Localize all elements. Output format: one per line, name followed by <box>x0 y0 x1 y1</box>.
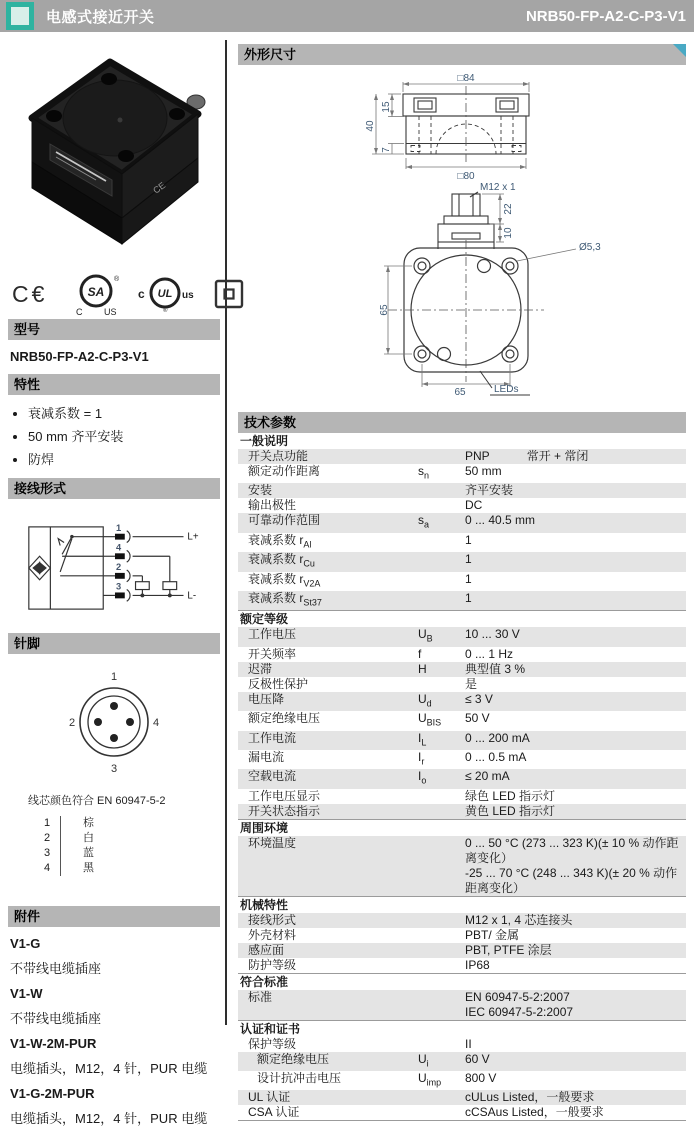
tech-row-value <box>465 483 686 498</box>
tech-row-label-text: 工作电压显示 <box>248 788 321 803</box>
tech-row-label-text: 工作电流 <box>248 730 297 745</box>
tech-row-label <box>238 913 418 928</box>
tech-row <box>238 692 686 711</box>
lminus-label: L- <box>187 590 197 602</box>
tech-row-label-sub: Cu <box>303 558 315 569</box>
tech-row-label <box>238 1090 418 1105</box>
tech-row-symbol <box>418 647 465 662</box>
tech-row-value <box>465 1052 686 1067</box>
tech-row-value <box>465 647 686 662</box>
tech-row-label <box>238 731 418 746</box>
tech-row-value-text: 0 ... 40.5 mm <box>465 513 536 528</box>
tech-row-label <box>238 552 418 571</box>
tech-row-value-text: 0 ... 0.5 mA <box>465 749 527 764</box>
tech-row <box>238 1090 686 1105</box>
dimensions-heading-text: 外形尺寸 <box>244 47 297 62</box>
tech-row-label <box>238 943 418 958</box>
tech-row-symbol-base: U <box>418 1051 427 1066</box>
tech-row-label-text: 标准 <box>248 989 273 1004</box>
dim-total-height: 40 <box>365 120 376 132</box>
tech-row <box>238 513 686 532</box>
tech-row-value <box>465 836 686 896</box>
sensing-face-dot <box>118 118 123 123</box>
tech-row-value-text: DC <box>465 498 483 513</box>
tech-row-label <box>238 533 418 552</box>
tech-row-symbol-sub: r <box>421 756 425 767</box>
dim-thread: M12 x 1 <box>480 182 516 193</box>
tech-row-value-text: ≤ 3 V <box>465 691 493 706</box>
dim-screw-span-h: 65 <box>454 387 466 398</box>
tech-row-label-text: 额定绝缘电压 <box>257 1051 330 1066</box>
svg-text:®: ® <box>114 276 120 283</box>
svg-text:SA: SA <box>87 285 105 299</box>
tech-row-symbol <box>418 513 465 532</box>
tech-row-value-text: cCSAus Listed，一般要求 <box>465 1105 604 1120</box>
section-header-model: 型号 <box>8 319 220 340</box>
wire-color: 黑 <box>60 861 94 876</box>
tech-row-value-text: 1 <box>465 552 472 567</box>
tech-row <box>238 627 686 646</box>
tech-row-label <box>238 928 418 943</box>
dim-lip-height: 7 <box>381 147 392 153</box>
tech-row-symbol-sub: a <box>424 519 430 530</box>
tech-row-label-text: 空载电流 <box>248 769 297 784</box>
wire-pin-number: 3 <box>115 581 122 592</box>
tech-row-label-text: CSA 认证 <box>248 1105 300 1120</box>
tech-row-symbol-base: U <box>418 711 427 726</box>
tech-row <box>238 449 686 464</box>
tech-row-value <box>465 1071 686 1086</box>
feature-item: • 衰减系数 = 1 <box>28 403 220 422</box>
tech-row-symbol <box>418 1052 465 1071</box>
tech-row-value <box>465 662 686 677</box>
wire-pin-number: 2 <box>115 561 122 572</box>
dimension-drawing <box>238 70 686 410</box>
tech-row-label-text: UL 认证 <box>248 1090 291 1105</box>
lplus-label: L+ <box>187 531 199 543</box>
tech-row-label-text: 开关点功能 <box>248 449 309 463</box>
tech-section-title: 一般说明 <box>240 434 289 448</box>
tech-section-title: 额定等级 <box>238 610 686 627</box>
leds-label: LEDs <box>494 384 519 395</box>
wire-color: 棕 <box>60 816 94 831</box>
tech-row-label-text: 漏电流 <box>248 749 285 764</box>
tech-row-label <box>238 1037 418 1052</box>
tech-row <box>238 1071 686 1090</box>
csa-mark-icon <box>70 271 122 317</box>
tech-row-label <box>238 804 418 819</box>
tech-row <box>238 1037 686 1052</box>
tech-row-label-text: 保护等级 <box>248 1036 297 1051</box>
tech-row-value <box>465 711 686 726</box>
screw-hole <box>101 73 117 85</box>
tech-row-symbol <box>418 464 465 483</box>
tech-row-symbol-sub: n <box>424 470 430 481</box>
tech-row-label-sub: St37 <box>303 597 322 608</box>
tech-row-value <box>465 928 686 943</box>
tech-row-label <box>238 627 418 642</box>
tech-row <box>238 552 686 571</box>
tech-row-value-text: PBT/ 金属 <box>465 927 520 942</box>
tech-row-symbol-base: I <box>418 749 422 764</box>
tech-row-value <box>465 804 686 819</box>
tech-row-symbol <box>418 1071 465 1090</box>
tech-row-value <box>465 1090 686 1105</box>
tech-row-value-text: ≤ 20 mA <box>465 769 510 784</box>
tech-row-value <box>465 677 686 692</box>
pinout-label-4: 4 <box>152 717 160 729</box>
svg-text:C: C <box>76 307 83 317</box>
tech-row <box>238 572 686 591</box>
tech-row-value-text: 50 mm <box>465 464 502 478</box>
wire-color-row <box>44 861 220 876</box>
page-title: 电感式接近开关 <box>46 8 155 26</box>
section-header-accessories: 附件 <box>8 906 220 927</box>
tech-row-symbol <box>418 750 465 769</box>
tech-row-label-text: 额定动作距离 <box>248 464 321 478</box>
tech-row-value-line2: IEC 60947-5-2:2007 <box>465 1004 574 1019</box>
svg-text:us: us <box>182 290 194 301</box>
tech-row-value-text: cULus Listed，一般要求 <box>465 1090 595 1105</box>
tech-row-label-text: 反极性保护 <box>248 676 309 691</box>
tech-row-value-text: 800 V <box>465 1071 497 1086</box>
wire-color-note: 线芯颜色符合 EN 60947-5-2 <box>28 795 166 807</box>
tech-row-value-text: 齐平安装 <box>465 483 514 498</box>
tech-row-label <box>238 662 418 677</box>
tech-row-label-text: 衰减系数 r <box>248 571 304 586</box>
tech-row-label-text: 外壳材料 <box>248 927 297 942</box>
accessory-description: 电缆插头，M12，4 针，PUR 电缆 <box>10 1061 208 1076</box>
product-photo <box>10 48 210 260</box>
tech-row-value <box>465 913 686 928</box>
tech-row-label-text: 输出极性 <box>248 498 297 513</box>
right-column <box>238 40 686 1121</box>
tech-table <box>238 433 686 1121</box>
tech-row-symbol <box>418 662 465 677</box>
tech-row <box>238 711 686 730</box>
tech-row-label-sub: Al <box>303 539 312 550</box>
dim-screw-span-v: 65 <box>379 304 390 316</box>
wire-color: 蓝 <box>60 846 94 861</box>
tech-row-value <box>465 498 686 513</box>
tech-row-value <box>465 731 686 746</box>
tech-row-value-text: 10 ... 30 V <box>465 627 520 642</box>
tech-row-value-text: PNP <box>465 449 490 463</box>
tech-row-label <box>238 990 418 1005</box>
tech-row <box>238 836 686 896</box>
tech-row-label-text: 工作电压 <box>248 627 297 642</box>
tech-row-value-text: EN 60947-5-2:2007 <box>465 989 570 1004</box>
tech-row-value-line2: -25 ... 70 °C (248 ... 343 K)(± 20 % 动作距离变化） <box>465 865 678 895</box>
wire-color: 白 <box>60 831 94 846</box>
tech-row-value <box>465 789 686 804</box>
section-header-techdata: 技术参数 <box>238 412 686 433</box>
tech-row-label-text: 防护等级 <box>248 957 297 972</box>
tech-row-label <box>238 677 418 692</box>
tech-row-symbol-sub: B <box>426 633 433 644</box>
tech-row-value-text: M12 x 1, 4 芯连接头 <box>465 912 573 927</box>
tech-row-symbol-base: U <box>418 691 427 706</box>
tech-row-label <box>238 449 418 464</box>
dim-top-width: □84 <box>457 73 475 84</box>
screw-hole <box>118 150 134 162</box>
product-model-header: NRB50-FP-A2-C-P3-V1 <box>525 7 686 25</box>
tech-row <box>238 483 686 498</box>
tech-row-label-text: 感应面 <box>248 942 285 957</box>
tech-row-label <box>238 483 418 498</box>
tech-section-title: 机械特性 <box>238 896 686 913</box>
tech-row <box>238 804 686 819</box>
tech-row-symbol-base: s <box>418 513 424 528</box>
tech-row-value-text: 典型值 3 % <box>465 661 526 676</box>
tech-row <box>238 677 686 692</box>
tech-row-label <box>238 836 418 851</box>
tech-row-value-text: II <box>465 1036 472 1051</box>
tech-row <box>238 990 686 1020</box>
tech-row-value <box>465 958 686 973</box>
tech-section-title: 认证和证书 <box>238 1020 686 1037</box>
tech-row-label-text: 开关频率 <box>248 646 297 661</box>
tech-row-value-text: 0 ... 50 °C (273 ... 323 K)(± 10 % 动作距离变化） <box>465 835 679 865</box>
tech-row-value <box>465 769 686 784</box>
tech-row-value-text: IP68 <box>465 957 490 972</box>
tech-row-symbol <box>418 769 465 788</box>
tech-row-label-text: 额定绝缘电压 <box>248 711 321 726</box>
corner-triangle-icon <box>673 44 686 57</box>
tech-row-label <box>238 513 418 528</box>
pinout-label-2: 2 <box>68 717 76 729</box>
tech-row <box>238 1105 686 1120</box>
top-header-bar <box>0 0 694 32</box>
svg-text:c: c <box>138 287 145 301</box>
tech-row-label-text: 安装 <box>248 483 273 498</box>
sensing-face <box>63 80 167 156</box>
tech-row-label <box>238 1052 418 1067</box>
tech-row-label-text: 环境温度 <box>248 835 297 850</box>
tech-row <box>238 928 686 943</box>
dim-nut-height: 10 <box>503 227 514 239</box>
tech-row-symbol <box>418 627 465 646</box>
tech-row-label <box>238 464 418 479</box>
tech-row-label <box>238 711 418 726</box>
ce-mark-icon <box>12 277 54 311</box>
accessory-name: V1-G <box>10 936 41 951</box>
tech-row-value <box>465 943 686 958</box>
tech-row-value2: 常开 + 常闭 <box>526 449 589 463</box>
tech-row-label-text: 接线形式 <box>248 912 297 927</box>
tech-row-label <box>238 958 418 973</box>
pinout-label-1: 1 <box>110 671 118 683</box>
accessory-name: V1-W <box>10 986 43 1001</box>
tech-row-symbol-base: I <box>418 769 422 784</box>
tech-row <box>238 943 686 958</box>
accessory-name: V1-W-2M-PUR <box>10 1036 97 1051</box>
section-header-pinout: 针脚 <box>8 633 220 654</box>
tech-row-value-text: 绿色 LED 指示灯 <box>465 788 556 803</box>
tech-row-value <box>465 513 686 528</box>
accessory-list <box>8 936 220 1127</box>
tech-row-value-text: 1 <box>465 532 472 547</box>
dim-connector-height: 22 <box>503 203 514 215</box>
screw-hole <box>169 108 185 120</box>
accessory-description: 不带线电缆插座 <box>10 961 102 976</box>
tech-section-title: 周围环境 <box>238 819 686 836</box>
pinout-diagram <box>44 664 184 780</box>
tech-row <box>238 591 686 610</box>
tech-row-label <box>238 1071 418 1086</box>
tech-row-symbol-base: U <box>418 1071 427 1086</box>
cul-us-mark-icon <box>138 274 196 314</box>
tech-row-label-text: 衰减系数 r <box>248 532 304 547</box>
tech-row <box>238 647 686 662</box>
tech-row-value <box>465 1105 686 1120</box>
section-header-connection: 接线形式 <box>8 478 220 499</box>
model-number: NRB50-FP-A2-C-P3-V1 <box>10 349 149 364</box>
wire-pin-number: 4 <box>115 542 122 553</box>
tech-row-label-text: 迟滞 <box>248 661 273 676</box>
dim-bottom-width: □80 <box>457 171 475 182</box>
tech-row <box>238 731 686 750</box>
tech-row-label <box>238 789 418 804</box>
tech-row <box>238 498 686 513</box>
wire-pin: 1 <box>44 817 51 829</box>
wire-pin: 4 <box>44 862 51 874</box>
section-header-features: 特性 <box>8 374 220 395</box>
screw-hole <box>46 110 62 122</box>
tech-section-title: 符合标准 <box>238 973 686 990</box>
tech-row-symbol <box>418 711 465 730</box>
tech-row-value <box>465 591 686 606</box>
tech-row-value-text: 50 V <box>465 711 490 726</box>
wire-color-row <box>44 831 220 846</box>
tech-row-label-text: 可靠动作范围 <box>248 513 321 528</box>
tech-row-symbol-sub: i <box>426 1058 429 1069</box>
wire-color-row <box>44 816 220 831</box>
tech-row-symbol-sub: imp <box>426 1077 442 1088</box>
tech-row-symbol-base: s <box>418 464 424 478</box>
svg-text:C€: C€ <box>12 281 48 307</box>
tech-row-label-sub: V2A <box>303 577 321 588</box>
wire-pin: 3 <box>44 847 51 859</box>
dim-flange-height: 15 <box>381 101 392 113</box>
tech-row <box>238 913 686 928</box>
tech-row-value-text: 60 V <box>465 1051 490 1066</box>
tech-row-label <box>238 750 418 765</box>
accessory-description: 电缆插头，M12，4 针，PUR 电缆 <box>10 1111 208 1126</box>
tech-row <box>238 1052 686 1071</box>
wire-pin-number: 1 <box>115 522 122 533</box>
column-divider <box>225 40 227 1025</box>
tech-row-label <box>238 1105 418 1120</box>
tech-row <box>238 958 686 973</box>
accessory-name: V1-G-2M-PUR <box>10 1086 95 1101</box>
tech-row-value-text: 是 <box>465 676 478 691</box>
wire-pin: 2 <box>44 832 51 844</box>
brand-logo-icon <box>6 2 34 30</box>
feature-item: • 防焊 <box>28 449 220 468</box>
tech-row-label <box>238 591 418 610</box>
tech-row-label <box>238 572 418 591</box>
wire-color-table <box>44 816 220 876</box>
tech-row-symbol <box>418 692 465 711</box>
tech-row-value-text: PBT, PTFE 涂层 <box>465 942 552 957</box>
tech-row <box>238 750 686 769</box>
tech-row-label-text: 设计抗冲击电压 <box>257 1071 342 1086</box>
section-header-dimensions <box>238 44 686 65</box>
tech-row-label-text: 衰减系数 r <box>248 552 304 567</box>
tech-row-symbol-base: I <box>418 730 422 745</box>
svg-text:®: ® <box>163 308 168 314</box>
tech-row-symbol-base: f <box>418 646 422 661</box>
tech-row-symbol-sub: BIS <box>426 717 442 728</box>
tech-row-value <box>465 750 686 765</box>
tech-row-value <box>465 1037 686 1052</box>
tech-row-symbol-sub: L <box>421 736 427 747</box>
pinout-label-3: 3 <box>110 763 118 775</box>
tech-row <box>238 769 686 788</box>
dim-hole-dia: Ø5,3 <box>579 242 601 253</box>
svg-text:US: US <box>104 307 117 317</box>
tech-row-value <box>465 464 686 479</box>
tech-row <box>238 662 686 677</box>
tech-row <box>238 789 686 804</box>
tech-row-label <box>238 498 418 513</box>
tech-row-symbol-base: U <box>418 627 427 642</box>
tech-row-label <box>238 692 418 707</box>
tech-row <box>238 464 686 483</box>
tech-row-value <box>465 572 686 587</box>
tech-row-label <box>238 769 418 784</box>
ce-on-product: CE <box>151 180 168 196</box>
left-column <box>8 40 220 1127</box>
tech-row-symbol-sub: d <box>426 698 432 709</box>
tech-row-value <box>465 692 686 707</box>
tech-row-value-text: 0 ... 1 Hz <box>465 646 514 661</box>
tech-row-value <box>465 990 686 1020</box>
svg-text:UL: UL <box>157 288 173 300</box>
wire-color-row <box>44 846 220 861</box>
tech-row-label-text: 电压降 <box>248 691 285 706</box>
tech-row-symbol <box>418 731 465 750</box>
tech-row-symbol-base: H <box>418 661 427 676</box>
tech-row-label-text: 开关状态指示 <box>248 803 321 818</box>
tech-row-value <box>465 627 686 642</box>
certification-logos <box>12 271 220 317</box>
wiring-diagram <box>21 513 207 623</box>
tech-row-value-text: 0 ... 200 mA <box>465 730 530 745</box>
tech-row-value <box>465 552 686 567</box>
tech-row-label-text: 衰减系数 r <box>248 590 304 605</box>
feature-list <box>8 403 220 468</box>
tech-row <box>238 533 686 552</box>
tech-row-value <box>465 449 686 464</box>
tech-row-value-text: 1 <box>465 571 472 586</box>
feature-item: • 50 mm 齐平安装 <box>28 426 220 445</box>
accessory-description: 不带线电缆插座 <box>10 1011 102 1026</box>
tech-row-value-text: 1 <box>465 590 472 605</box>
tech-row-value-text: 黄色 LED 指示灯 <box>465 803 556 818</box>
tech-row-value <box>465 533 686 548</box>
tech-row-symbol-sub: o <box>421 775 427 786</box>
tech-row-label <box>238 647 418 662</box>
